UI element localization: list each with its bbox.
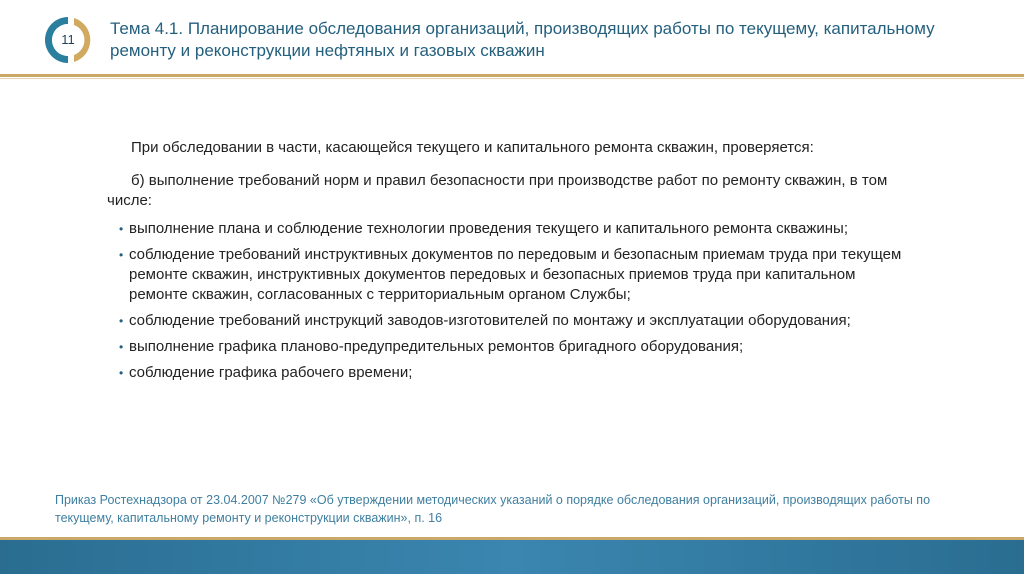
list-item bbox=[107, 219, 917, 239]
list-item-text: соблюдение требований инструкций заводов-изготовителей по монтажу и эксплуатации оборудования; bbox=[129, 312, 851, 329]
source-footnote: Приказ Ростехнадзора от 23.04.2007 №279 «Об утверждении методических указаний о порядке обследования организаций, производящих работы по текущему, капитальному ремонту и реконструкции скважин», п. 16 bbox=[55, 493, 931, 525]
list-item bbox=[107, 337, 917, 357]
lead-paragraph: б) выполнение требований норм и правил безопасности при производстве работ по ремонту скважин, в том числе: bbox=[107, 172, 888, 209]
list-item-text: соблюдение графика рабочего времени; bbox=[129, 364, 413, 381]
footer-bar bbox=[0, 540, 1024, 574]
list-item-text: выполнение плана и соблюдение технологии проведения текущего и капитального ремонта скважины; bbox=[129, 220, 848, 237]
bullet-icon: • bbox=[119, 340, 124, 354]
list-item-text: выполнение графика планово-предупредительных ремонтов бригадного оборудования; bbox=[129, 338, 744, 355]
bullet-icon: • bbox=[119, 366, 124, 380]
bullet-icon: • bbox=[119, 222, 124, 236]
header-divider bbox=[0, 74, 1024, 77]
slide-content bbox=[107, 138, 917, 389]
list-item-text: соблюдение требований инструктивных документов по передовым и безопасным приемам труда при текущем ремонте скважин, инструктивных документов передовых и безопасных приемов труда при капитальном ремонте скважин, согласованных с территориальным органом Службы; bbox=[129, 246, 902, 303]
bullet-icon: • bbox=[119, 248, 124, 262]
intro-paragraph: При обследовании в части, касающейся текущего и капитального ремонта скважин, проверяется: bbox=[131, 139, 814, 156]
page-number: 11 bbox=[61, 32, 75, 47]
slide-title: Тема 4.1. Планирование обследования организаций, производящих работы по текущему, капитальному ремонту и реконструкции нефтяных и газовых скважин bbox=[110, 19, 935, 60]
list-item bbox=[107, 311, 917, 331]
list-item bbox=[107, 363, 917, 383]
bullet-icon: • bbox=[119, 314, 124, 328]
list-item bbox=[107, 245, 917, 305]
slide-header bbox=[0, 0, 1024, 74]
header-divider-thin bbox=[0, 78, 1024, 79]
requirements-list bbox=[107, 219, 917, 383]
